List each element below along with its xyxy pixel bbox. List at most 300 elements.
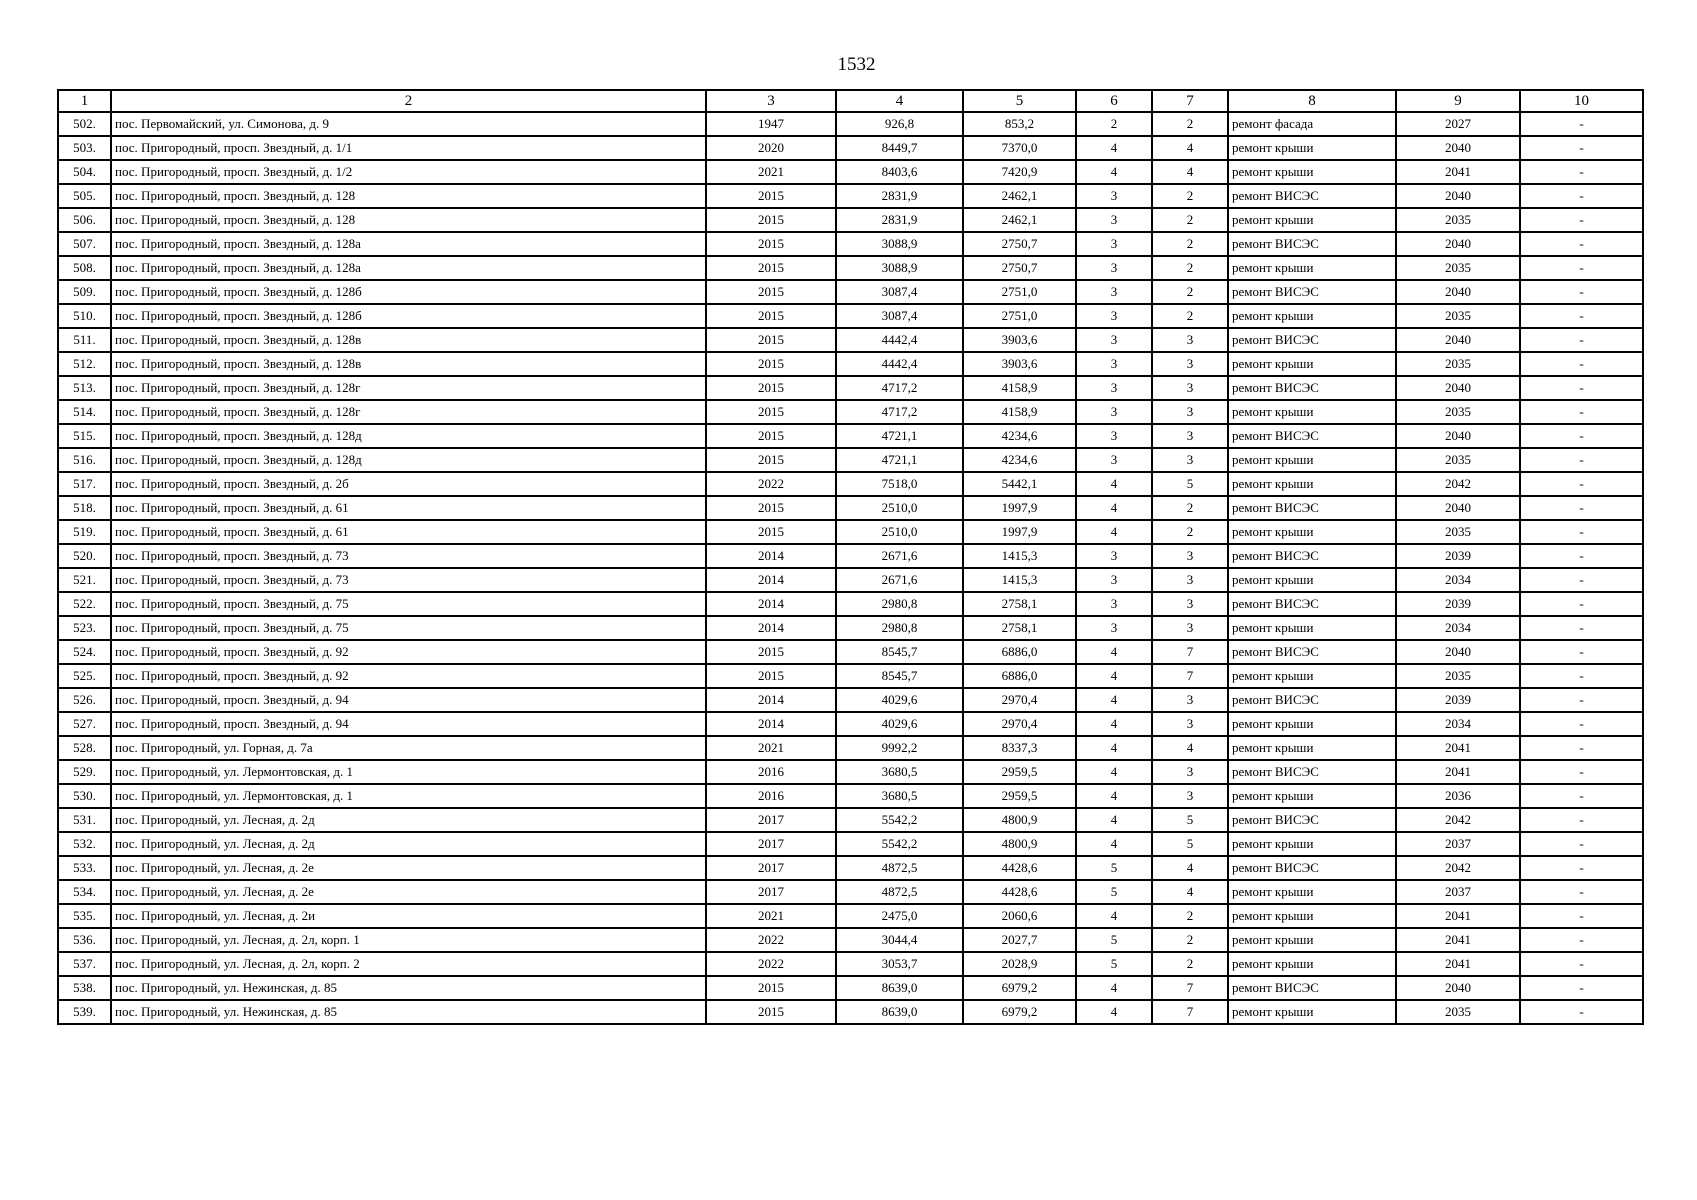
cell-work-type: ремонт крыши	[1228, 664, 1396, 688]
cell-address: пос. Пригородный, ул. Лесная, д. 2л, корп. 1	[111, 928, 706, 952]
cell-floors: 5	[1076, 952, 1152, 976]
cell-living-area: 7420,9	[963, 160, 1076, 184]
cell-note: -	[1520, 976, 1643, 1000]
column-header-7: 7	[1152, 90, 1228, 112]
cell-address: пос. Пригородный, просп. Звездный, д. 1/2	[111, 160, 706, 184]
cell-row-number: 506.	[58, 208, 111, 232]
cell-living-area: 2970,4	[963, 712, 1076, 736]
cell-floors: 3	[1076, 280, 1152, 304]
cell-address: пос. Пригородный, ул. Горная, д. 7а	[111, 736, 706, 760]
cell-floors: 4	[1076, 976, 1152, 1000]
cell-living-area: 2751,0	[963, 280, 1076, 304]
cell-note: -	[1520, 640, 1643, 664]
cell-entrances: 3	[1152, 544, 1228, 568]
cell-total-area: 8639,0	[836, 1000, 963, 1024]
cell-planned-year: 2037	[1396, 880, 1520, 904]
cell-living-area: 853,2	[963, 112, 1076, 136]
cell-total-area: 3087,4	[836, 280, 963, 304]
cell-floors: 4	[1076, 1000, 1152, 1024]
cell-row-number: 503.	[58, 136, 111, 160]
cell-floors: 4	[1076, 496, 1152, 520]
cell-note: -	[1520, 112, 1643, 136]
cell-living-area: 2959,5	[963, 760, 1076, 784]
cell-address: пос. Пригородный, просп. Звездный, д. 73	[111, 568, 706, 592]
table-row	[58, 640, 1643, 664]
cell-total-area: 3087,4	[836, 304, 963, 328]
cell-floors: 3	[1076, 400, 1152, 424]
cell-note: -	[1520, 592, 1643, 616]
cell-year-built: 2015	[706, 424, 836, 448]
cell-address: пос. Пригородный, просп. Звездный, д. 128	[111, 208, 706, 232]
cell-living-area: 4428,6	[963, 880, 1076, 904]
cell-note: -	[1520, 136, 1643, 160]
column-header-10: 10	[1520, 90, 1643, 112]
cell-floors: 4	[1076, 472, 1152, 496]
table-row	[58, 856, 1643, 880]
cell-row-number: 515.	[58, 424, 111, 448]
cell-row-number: 517.	[58, 472, 111, 496]
cell-total-area: 926,8	[836, 112, 963, 136]
cell-floors: 2	[1076, 112, 1152, 136]
cell-note: -	[1520, 256, 1643, 280]
column-header-8: 8	[1228, 90, 1396, 112]
cell-living-area: 2758,1	[963, 616, 1076, 640]
cell-entrances: 3	[1152, 376, 1228, 400]
cell-entrances: 3	[1152, 328, 1228, 352]
cell-living-area: 3903,6	[963, 328, 1076, 352]
cell-work-type: ремонт ВИСЭС	[1228, 592, 1396, 616]
cell-row-number: 516.	[58, 448, 111, 472]
table-body	[58, 112, 1643, 1024]
cell-work-type: ремонт ВИСЭС	[1228, 760, 1396, 784]
cell-address: пос. Пригородный, просп. Звездный, д. 73	[111, 544, 706, 568]
cell-planned-year: 2034	[1396, 712, 1520, 736]
cell-floors: 3	[1076, 376, 1152, 400]
cell-address: пос. Пригородный, просп. Звездный, д. 75	[111, 592, 706, 616]
table-row	[58, 472, 1643, 496]
cell-address: пос. Пригородный, просп. Звездный, д. 128в	[111, 352, 706, 376]
cell-living-area: 6886,0	[963, 664, 1076, 688]
cell-row-number: 532.	[58, 832, 111, 856]
cell-work-type: ремонт ВИСЭС	[1228, 496, 1396, 520]
cell-total-area: 2980,8	[836, 616, 963, 640]
cell-address: пос. Пригородный, ул. Лесная, д. 2л, корп. 2	[111, 952, 706, 976]
cell-total-area: 4717,2	[836, 376, 963, 400]
cell-entrances: 2	[1152, 904, 1228, 928]
cell-work-type: ремонт крыши	[1228, 904, 1396, 928]
cell-note: -	[1520, 208, 1643, 232]
cell-total-area: 4721,1	[836, 424, 963, 448]
cell-planned-year: 2035	[1396, 520, 1520, 544]
cell-address: пос. Первомайский, ул. Симонова, д. 9	[111, 112, 706, 136]
cell-row-number: 511.	[58, 328, 111, 352]
cell-year-built: 2020	[706, 136, 836, 160]
cell-row-number: 530.	[58, 784, 111, 808]
cell-row-number: 529.	[58, 760, 111, 784]
cell-entrances: 7	[1152, 1000, 1228, 1024]
cell-floors: 3	[1076, 184, 1152, 208]
cell-work-type: ремонт ВИСЭС	[1228, 640, 1396, 664]
table-row	[58, 160, 1643, 184]
cell-living-area: 6979,2	[963, 976, 1076, 1000]
cell-planned-year: 2035	[1396, 664, 1520, 688]
cell-address: пос. Пригородный, просп. Звездный, д. 128б	[111, 280, 706, 304]
cell-total-area: 3053,7	[836, 952, 963, 976]
cell-total-area: 2671,6	[836, 544, 963, 568]
cell-entrances: 3	[1152, 760, 1228, 784]
cell-entrances: 4	[1152, 736, 1228, 760]
cell-row-number: 522.	[58, 592, 111, 616]
cell-work-type: ремонт ВИСЭС	[1228, 232, 1396, 256]
cell-total-area: 3044,4	[836, 928, 963, 952]
cell-note: -	[1520, 808, 1643, 832]
cell-row-number: 519.	[58, 520, 111, 544]
cell-address: пос. Пригородный, просп. Звездный, д. 2б	[111, 472, 706, 496]
cell-floors: 3	[1076, 544, 1152, 568]
cell-address: пос. Пригородный, ул. Лесная, д. 2е	[111, 856, 706, 880]
cell-entrances: 3	[1152, 352, 1228, 376]
cell-work-type: ремонт крыши	[1228, 784, 1396, 808]
cell-address: пос. Пригородный, просп. Звездный, д. 1/1	[111, 136, 706, 160]
cell-living-area: 8337,3	[963, 736, 1076, 760]
cell-total-area: 4872,5	[836, 880, 963, 904]
table-row	[58, 928, 1643, 952]
cell-year-built: 2015	[706, 400, 836, 424]
cell-address: пос. Пригородный, ул. Лесная, д. 2и	[111, 904, 706, 928]
cell-floors: 3	[1076, 256, 1152, 280]
cell-floors: 4	[1076, 712, 1152, 736]
cell-living-area: 2462,1	[963, 184, 1076, 208]
column-header-3: 3	[706, 90, 836, 112]
cell-entrances: 5	[1152, 808, 1228, 832]
cell-note: -	[1520, 568, 1643, 592]
cell-entrances: 2	[1152, 232, 1228, 256]
cell-work-type: ремонт крыши	[1228, 616, 1396, 640]
cell-note: -	[1520, 1000, 1643, 1024]
cell-entrances: 3	[1152, 688, 1228, 712]
table-row	[58, 400, 1643, 424]
cell-year-built: 2021	[706, 160, 836, 184]
cell-year-built: 2021	[706, 736, 836, 760]
cell-entrances: 5	[1152, 472, 1228, 496]
cell-entrances: 2	[1152, 952, 1228, 976]
cell-floors: 4	[1076, 640, 1152, 664]
cell-row-number: 512.	[58, 352, 111, 376]
data-table	[57, 89, 1644, 1025]
cell-total-area: 4029,6	[836, 712, 963, 736]
cell-row-number: 508.	[58, 256, 111, 280]
cell-year-built: 2022	[706, 472, 836, 496]
cell-row-number: 525.	[58, 664, 111, 688]
cell-row-number: 523.	[58, 616, 111, 640]
cell-row-number: 504.	[58, 160, 111, 184]
cell-planned-year: 2039	[1396, 592, 1520, 616]
cell-entrances: 2	[1152, 112, 1228, 136]
cell-planned-year: 2040	[1396, 496, 1520, 520]
cell-work-type: ремонт ВИСЭС	[1228, 544, 1396, 568]
cell-work-type: ремонт ВИСЭС	[1228, 376, 1396, 400]
cell-planned-year: 2035	[1396, 304, 1520, 328]
cell-work-type: ремонт ВИСЭС	[1228, 688, 1396, 712]
cell-row-number: 534.	[58, 880, 111, 904]
cell-entrances: 2	[1152, 208, 1228, 232]
cell-work-type: ремонт ВИСЭС	[1228, 856, 1396, 880]
column-header-1: 1	[58, 90, 111, 112]
cell-living-area: 7370,0	[963, 136, 1076, 160]
cell-year-built: 2014	[706, 568, 836, 592]
cell-living-area: 4800,9	[963, 808, 1076, 832]
cell-living-area: 2970,4	[963, 688, 1076, 712]
cell-address: пос. Пригородный, ул. Лесная, д. 2д	[111, 808, 706, 832]
cell-total-area: 7518,0	[836, 472, 963, 496]
cell-address: пос. Пригородный, просп. Звездный, д. 128а	[111, 256, 706, 280]
cell-living-area: 1997,9	[963, 520, 1076, 544]
cell-work-type: ремонт крыши	[1228, 736, 1396, 760]
cell-living-area: 2750,7	[963, 256, 1076, 280]
cell-note: -	[1520, 448, 1643, 472]
cell-work-type: ремонт ВИСЭС	[1228, 280, 1396, 304]
cell-entrances: 4	[1152, 160, 1228, 184]
table-row	[58, 544, 1643, 568]
table-row	[58, 760, 1643, 784]
cell-address: пос. Пригородный, просп. Звездный, д. 128а	[111, 232, 706, 256]
table-row	[58, 832, 1643, 856]
cell-work-type: ремонт крыши	[1228, 832, 1396, 856]
cell-work-type: ремонт крыши	[1228, 712, 1396, 736]
cell-planned-year: 2034	[1396, 568, 1520, 592]
cell-floors: 3	[1076, 352, 1152, 376]
cell-total-area: 4717,2	[836, 400, 963, 424]
table-row	[58, 256, 1643, 280]
cell-planned-year: 2035	[1396, 208, 1520, 232]
table-row	[58, 280, 1643, 304]
cell-note: -	[1520, 688, 1643, 712]
cell-entrances: 2	[1152, 280, 1228, 304]
cell-planned-year: 2040	[1396, 424, 1520, 448]
cell-total-area: 3680,5	[836, 784, 963, 808]
cell-year-built: 2022	[706, 928, 836, 952]
cell-floors: 4	[1076, 760, 1152, 784]
cell-floors: 3	[1076, 424, 1152, 448]
cell-note: -	[1520, 736, 1643, 760]
cell-note: -	[1520, 832, 1643, 856]
table-row	[58, 904, 1643, 928]
cell-total-area: 2831,9	[836, 184, 963, 208]
cell-planned-year: 2034	[1396, 616, 1520, 640]
cell-row-number: 502.	[58, 112, 111, 136]
cell-address: пос. Пригородный, ул. Нежинская, д. 85	[111, 976, 706, 1000]
cell-note: -	[1520, 856, 1643, 880]
table-row	[58, 976, 1643, 1000]
cell-work-type: ремонт крыши	[1228, 952, 1396, 976]
cell-row-number: 536.	[58, 928, 111, 952]
cell-note: -	[1520, 376, 1643, 400]
cell-total-area: 3088,9	[836, 256, 963, 280]
table-row	[58, 304, 1643, 328]
cell-total-area: 3088,9	[836, 232, 963, 256]
cell-planned-year: 2041	[1396, 928, 1520, 952]
cell-work-type: ремонт крыши	[1228, 448, 1396, 472]
table-row	[58, 688, 1643, 712]
cell-total-area: 8545,7	[836, 664, 963, 688]
cell-year-built: 2015	[706, 304, 836, 328]
cell-entrances: 7	[1152, 640, 1228, 664]
cell-entrances: 3	[1152, 616, 1228, 640]
column-header-4: 4	[836, 90, 963, 112]
cell-living-area: 2750,7	[963, 232, 1076, 256]
cell-work-type: ремонт крыши	[1228, 304, 1396, 328]
cell-note: -	[1520, 616, 1643, 640]
cell-address: пос. Пригородный, просп. Звездный, д. 92	[111, 640, 706, 664]
table-row	[58, 568, 1643, 592]
table-row	[58, 376, 1643, 400]
cell-work-type: ремонт крыши	[1228, 400, 1396, 424]
cell-note: -	[1520, 784, 1643, 808]
cell-living-area: 3903,6	[963, 352, 1076, 376]
cell-year-built: 2015	[706, 520, 836, 544]
cell-floors: 4	[1076, 784, 1152, 808]
table-row	[58, 952, 1643, 976]
cell-work-type: ремонт крыши	[1228, 136, 1396, 160]
table-row	[58, 616, 1643, 640]
cell-year-built: 2015	[706, 232, 836, 256]
cell-year-built: 2015	[706, 328, 836, 352]
column-header-2: 2	[111, 90, 706, 112]
cell-floors: 4	[1076, 832, 1152, 856]
cell-total-area: 8403,6	[836, 160, 963, 184]
cell-note: -	[1520, 520, 1643, 544]
cell-address: пос. Пригородный, ул. Лесная, д. 2е	[111, 880, 706, 904]
cell-planned-year: 2040	[1396, 328, 1520, 352]
cell-note: -	[1520, 328, 1643, 352]
cell-year-built: 2022	[706, 952, 836, 976]
cell-total-area: 5542,2	[836, 808, 963, 832]
cell-note: -	[1520, 400, 1643, 424]
cell-address: пос. Пригородный, ул. Лермонтовская, д. 1	[111, 760, 706, 784]
cell-floors: 4	[1076, 136, 1152, 160]
table-row	[58, 1000, 1643, 1024]
cell-planned-year: 2041	[1396, 160, 1520, 184]
cell-work-type: ремонт крыши	[1228, 520, 1396, 544]
cell-total-area: 8449,7	[836, 136, 963, 160]
cell-planned-year: 2040	[1396, 640, 1520, 664]
cell-entrances: 2	[1152, 304, 1228, 328]
cell-address: пос. Пригородный, просп. Звездный, д. 94	[111, 712, 706, 736]
cell-work-type: ремонт крыши	[1228, 160, 1396, 184]
cell-floors: 5	[1076, 928, 1152, 952]
cell-total-area: 4721,1	[836, 448, 963, 472]
cell-row-number: 538.	[58, 976, 111, 1000]
cell-work-type: ремонт крыши	[1228, 928, 1396, 952]
cell-planned-year: 2039	[1396, 544, 1520, 568]
cell-note: -	[1520, 304, 1643, 328]
cell-planned-year: 2041	[1396, 736, 1520, 760]
cell-total-area: 3680,5	[836, 760, 963, 784]
cell-entrances: 2	[1152, 928, 1228, 952]
cell-note: -	[1520, 184, 1643, 208]
cell-work-type: ремонт ВИСЭС	[1228, 184, 1396, 208]
column-header-6: 6	[1076, 90, 1152, 112]
cell-note: -	[1520, 904, 1643, 928]
cell-floors: 3	[1076, 328, 1152, 352]
column-header-9: 9	[1396, 90, 1520, 112]
cell-note: -	[1520, 544, 1643, 568]
cell-floors: 5	[1076, 856, 1152, 880]
cell-row-number: 521.	[58, 568, 111, 592]
cell-living-area: 4234,6	[963, 448, 1076, 472]
cell-year-built: 2016	[706, 784, 836, 808]
cell-planned-year: 2042	[1396, 856, 1520, 880]
cell-total-area: 8545,7	[836, 640, 963, 664]
page-number: 1532	[837, 54, 876, 75]
cell-work-type: ремонт крыши	[1228, 352, 1396, 376]
cell-floors: 4	[1076, 904, 1152, 928]
cell-note: -	[1520, 952, 1643, 976]
cell-living-area: 2462,1	[963, 208, 1076, 232]
cell-address: пос. Пригородный, ул. Нежинская, д. 85	[111, 1000, 706, 1024]
table-row	[58, 352, 1643, 376]
cell-total-area: 4442,4	[836, 328, 963, 352]
cell-planned-year: 2036	[1396, 784, 1520, 808]
cell-floors: 3	[1076, 232, 1152, 256]
cell-living-area: 4428,6	[963, 856, 1076, 880]
cell-living-area: 2027,7	[963, 928, 1076, 952]
cell-note: -	[1520, 760, 1643, 784]
cell-row-number: 537.	[58, 952, 111, 976]
cell-row-number: 505.	[58, 184, 111, 208]
cell-entrances: 3	[1152, 784, 1228, 808]
cell-entrances: 3	[1152, 568, 1228, 592]
cell-year-built: 1947	[706, 112, 836, 136]
cell-entrances: 4	[1152, 136, 1228, 160]
table-row	[58, 232, 1643, 256]
cell-floors: 4	[1076, 160, 1152, 184]
cell-entrances: 3	[1152, 400, 1228, 424]
cell-year-built: 2015	[706, 976, 836, 1000]
cell-year-built: 2017	[706, 832, 836, 856]
cell-floors: 4	[1076, 688, 1152, 712]
cell-year-built: 2015	[706, 496, 836, 520]
cell-planned-year: 2037	[1396, 832, 1520, 856]
cell-living-area: 2959,5	[963, 784, 1076, 808]
cell-address: пос. Пригородный, просп. Звездный, д. 128г	[111, 400, 706, 424]
cell-year-built: 2016	[706, 760, 836, 784]
cell-planned-year: 2040	[1396, 136, 1520, 160]
cell-note: -	[1520, 352, 1643, 376]
cell-year-built: 2015	[706, 1000, 836, 1024]
table-row	[58, 736, 1643, 760]
cell-planned-year: 2040	[1396, 184, 1520, 208]
cell-note: -	[1520, 424, 1643, 448]
table-row	[58, 136, 1643, 160]
table-row	[58, 184, 1643, 208]
cell-entrances: 3	[1152, 448, 1228, 472]
cell-row-number: 514.	[58, 400, 111, 424]
cell-address: пос. Пригородный, ул. Лесная, д. 2д	[111, 832, 706, 856]
cell-entrances: 2	[1152, 184, 1228, 208]
table-row	[58, 664, 1643, 688]
cell-planned-year: 2042	[1396, 808, 1520, 832]
cell-living-area: 4800,9	[963, 832, 1076, 856]
cell-entrances: 7	[1152, 664, 1228, 688]
cell-entrances: 4	[1152, 880, 1228, 904]
cell-entrances: 2	[1152, 496, 1228, 520]
cell-floors: 3	[1076, 304, 1152, 328]
cell-row-number: 535.	[58, 904, 111, 928]
cell-year-built: 2014	[706, 616, 836, 640]
cell-floors: 3	[1076, 616, 1152, 640]
cell-row-number: 533.	[58, 856, 111, 880]
